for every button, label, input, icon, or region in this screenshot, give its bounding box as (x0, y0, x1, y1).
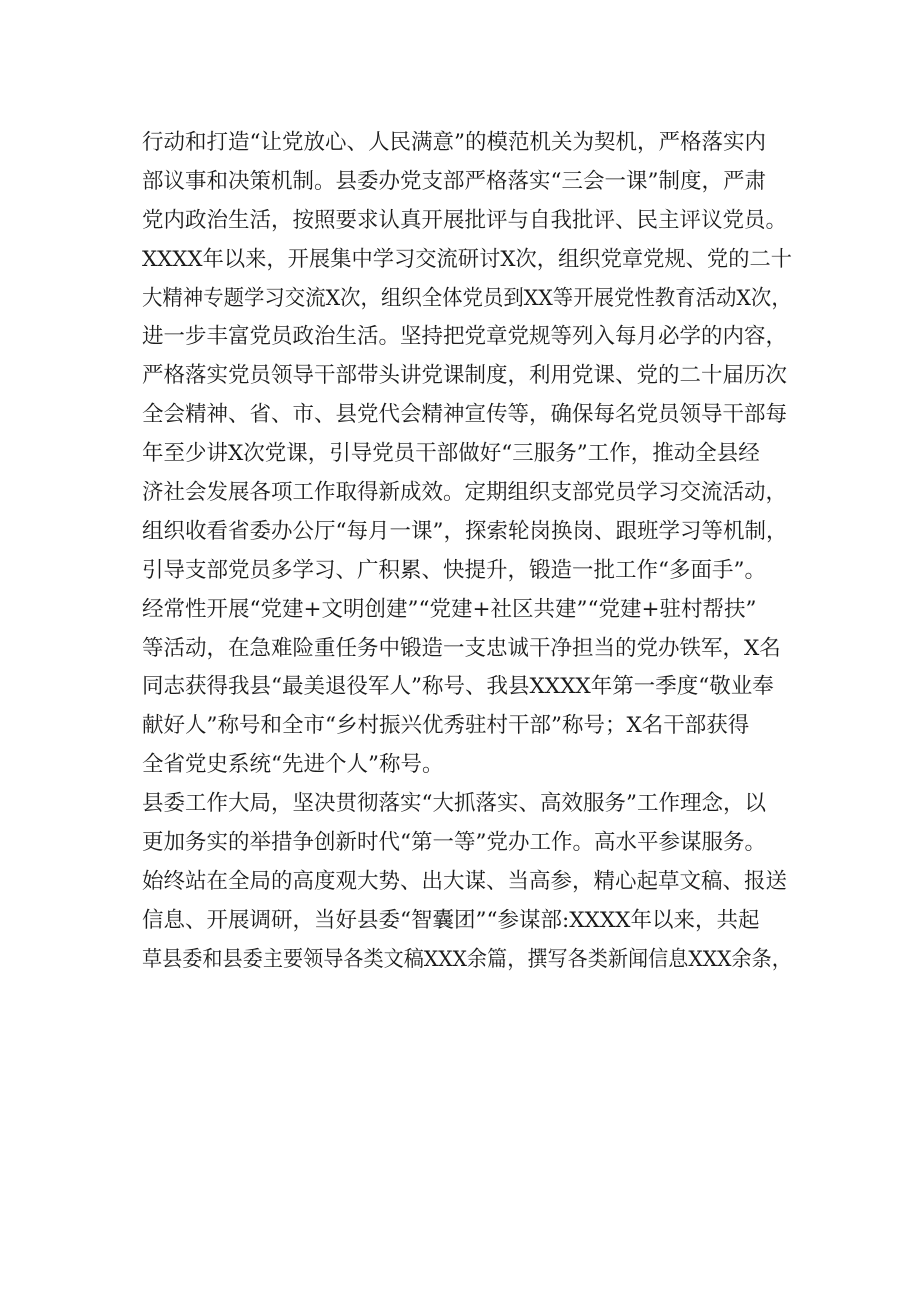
text-line-4: XXXX年以来，开展集中学习交流研讨X次，组织党章党规、党的二十 (142, 246, 793, 272)
text-line-16: 献好人”称号和全市“乡村振兴优秀驻村干部”称号；X名干部获得 (142, 713, 750, 739)
text-line-8: 全会精神、省、市、县党代会精神宣传等，确保每名党员领导干部每 (142, 402, 788, 428)
text-line-18: 县委工作大局，坚决贯彻落实“大抓落实、高效服务”工作理念，以 (142, 791, 766, 817)
text-line-15: 同志获得我县“最美退役军人”称号、我县XXXX年第一季度“敬业奉 (142, 674, 774, 700)
text-line-6: 进一步丰富党员政治生活。坚持把党章党规等列入每月必学的内容， (142, 324, 788, 350)
text-line-9: 年至少讲X次党课，引导党员干部做好“三服务”工作，推动全县经 (142, 441, 760, 467)
text-line-19: 更加务实的举措争创新时代“第一等”党办工作。高水平参谋服务。 (142, 830, 766, 856)
text-line-11: 组织收看省委办公厅“每月一课”，探索轮岗换岗、跟班学习等机制， (142, 518, 788, 544)
text-line-2: 部议事和决策机制。县委办党支部严格落实“三会一课”制度，严肃 (142, 168, 766, 194)
text-line-12: 引导支部党员多学习、广积累、快提升，锻造一批工作“多面手”。 (142, 557, 766, 583)
text-line-13: 经常性开展“党建+文明创建”“党建+社区共建”“党建+驻村帮扶” (142, 596, 757, 622)
text-line-21: 信息、开展调研，当好县委“智囊团”“参谋部:XXXX年以来，共起 (142, 907, 760, 933)
text-line-1: 行动和打造“让党放心、人民满意”的模范机关为契机，严格落实内 (142, 130, 766, 155)
text-line-5: 大精神专题学习交流X次，组织全体党员到XX等开展党性教育活动X次， (142, 285, 792, 311)
text-line-17: 全省党史系统“先进个人”称号。 (142, 752, 444, 778)
text-line-10: 济社会发展各项工作取得新成效。定期组织支部党员学习交流活动， (142, 480, 788, 506)
text-line-22: 草县委和县委主要领导各类文稿XXX余篇，撰写各类新闻信息XXX余条， (142, 946, 792, 972)
text-line-14: 等活动，在急难险重任务中锻造一支忠诚干净担当的党办铁军，X名 (142, 635, 781, 661)
body-text (142, 124, 792, 980)
text-line-3: 党内政治生活，按照要求认真开展批评与自我批评、民主评议党员。 (142, 207, 788, 233)
text-line-7: 严格落实党员领导干部带头讲党课制度，利用党课、党的二十届历次 (142, 363, 788, 389)
text-line-20: 始终站在全局的高度观大势、出大谋、当高参，精心起草文稿、报送 (142, 868, 788, 894)
